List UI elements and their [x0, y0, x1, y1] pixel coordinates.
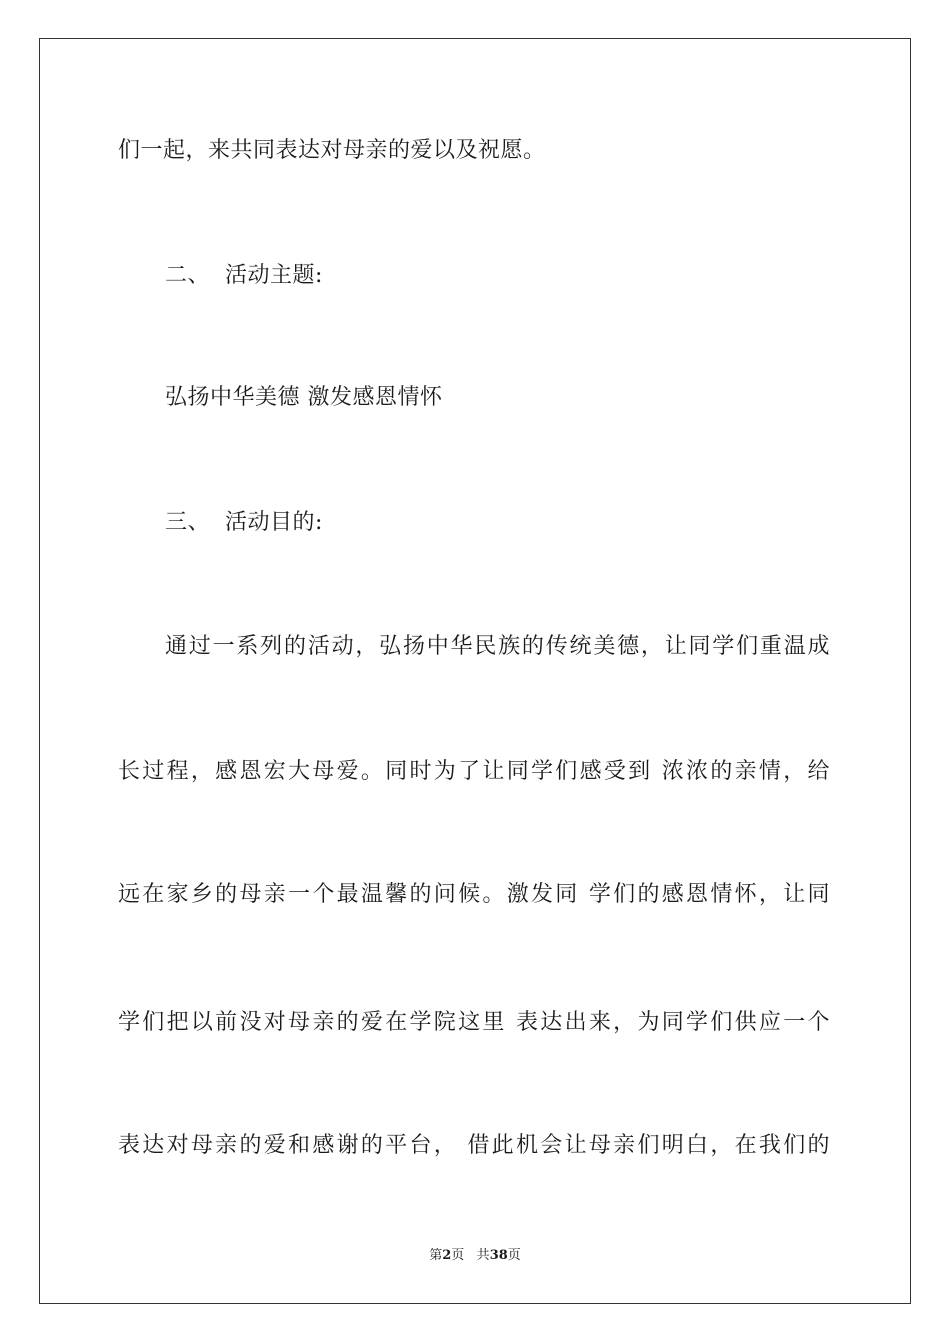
footer-page-prefix: 第	[429, 1248, 443, 1263]
section-heading-theme: 二、 活动主题:	[165, 263, 323, 288]
paragraph-line-2: 通过一系列的活动，弘扬中华民族的传统美德，让同学们重温成	[165, 634, 830, 659]
page-footer	[0, 1247, 950, 1265]
footer-total-suffix: 页	[507, 1248, 521, 1263]
page-border	[39, 38, 911, 1304]
paragraph-line-4: 远在家乡的母亲一个最温馨的问候。激发同 学们的感恩情怀，让同	[118, 882, 830, 907]
paragraph-line-6: 表达对母亲的爱和感谢的平台， 借此机会让母亲们明白，在我们的	[118, 1133, 830, 1158]
footer-page-suffix: 页	[451, 1248, 465, 1263]
footer-total-number: 38	[489, 1248, 508, 1263]
footer-total-prefix: 共	[476, 1248, 490, 1263]
paragraph-line-3: 长过程，感恩宏大母爱。同时为了让同学们感受到 浓浓的亲情，给	[118, 759, 830, 784]
theme-text: 弘扬中华美德 激发感恩情怀	[165, 385, 443, 410]
paragraph-line-1: 们一起，来共同表达对母亲的爱以及祝愿。	[118, 138, 546, 163]
footer-page-number: 2	[442, 1248, 452, 1263]
paragraph-line-5: 学们把以前没对母亲的爱在学院这里 表达出来，为同学们供应一个	[118, 1010, 830, 1035]
section-heading-purpose: 三、 活动目的:	[165, 510, 323, 535]
